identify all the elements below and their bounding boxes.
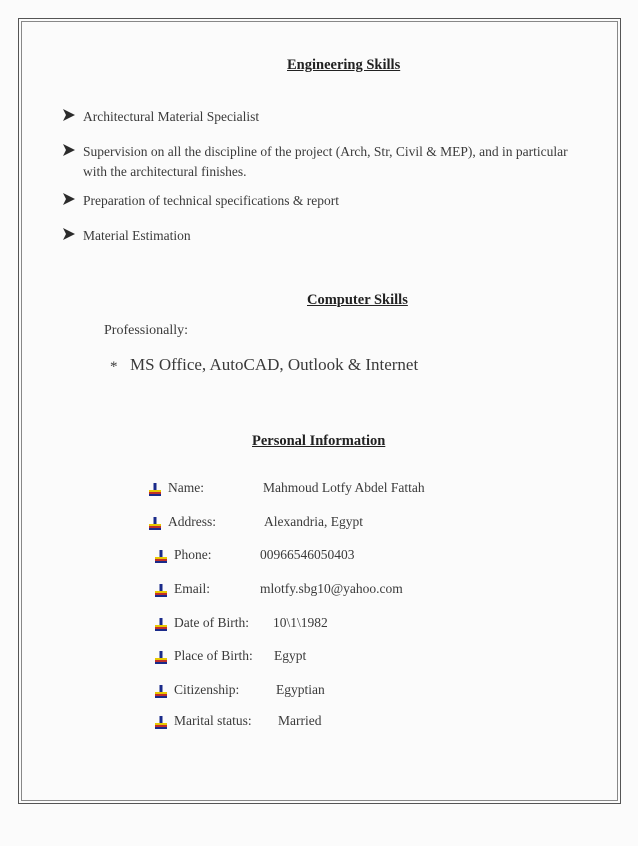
arrow-bullet-icon: [62, 192, 76, 206]
info-label: Address:: [168, 514, 216, 529]
computer-skills-heading: Computer Skills: [307, 292, 408, 308]
info-value: Egyptian: [276, 682, 325, 697]
arrow-down-bullet-icon: [155, 584, 167, 597]
info-value: 00966546050403: [260, 547, 355, 562]
arrow-down-bullet-icon: [155, 651, 167, 664]
info-value: mlotfy.sbg10@yahoo.com: [260, 581, 403, 596]
info-label: Place of Birth:: [174, 648, 253, 663]
engineering-skills-heading: Engineering Skills: [287, 57, 401, 73]
arrow-down-bullet-icon: [155, 685, 167, 698]
arrow-bullet-icon: [62, 108, 76, 122]
skill-text: Material Estimation: [83, 228, 191, 243]
skill-text-continued: with the architectural finishes.: [83, 164, 247, 179]
info-value: 10\1\1982: [273, 615, 328, 630]
info-value: Alexandria, Egypt: [264, 514, 363, 529]
arrow-down-bullet-icon: [149, 517, 161, 530]
info-label: Email:: [174, 581, 210, 596]
info-value: Egypt: [274, 648, 307, 663]
computer-skills-list: MS Office, AutoCAD, Outlook & Internet: [130, 355, 419, 374]
arrow-down-bullet-icon: [155, 618, 167, 631]
info-value: Mahmoud Lotfy Abdel Fattah: [263, 480, 425, 495]
arrow-bullet-icon: [62, 227, 76, 241]
info-label: Name:: [168, 480, 204, 495]
info-label: Citizenship:: [174, 682, 240, 697]
arrow-bullet-icon: [62, 143, 76, 157]
personal-information-heading: Personal Information: [252, 433, 386, 449]
info-label: Date of Birth:: [174, 615, 249, 630]
arrow-down-bullet-icon: [155, 550, 167, 563]
arrow-down-bullet-icon: [155, 716, 167, 729]
arrow-down-bullet-icon: [149, 483, 161, 496]
computer-skills-subheading: Professionally:: [104, 323, 188, 338]
skill-text: Architectural Material Specialist: [83, 109, 260, 124]
skill-text: Supervision on all the discipline of the project (Arch, Str, Civil & MEP), and in particular: [83, 144, 568, 159]
skill-text: Preparation of technical specifications & report: [83, 193, 340, 208]
info-value: Married: [278, 713, 322, 728]
info-label: Phone:: [174, 547, 212, 562]
star-bullet-icon: *: [110, 359, 118, 375]
info-label: Marital status:: [174, 713, 252, 728]
